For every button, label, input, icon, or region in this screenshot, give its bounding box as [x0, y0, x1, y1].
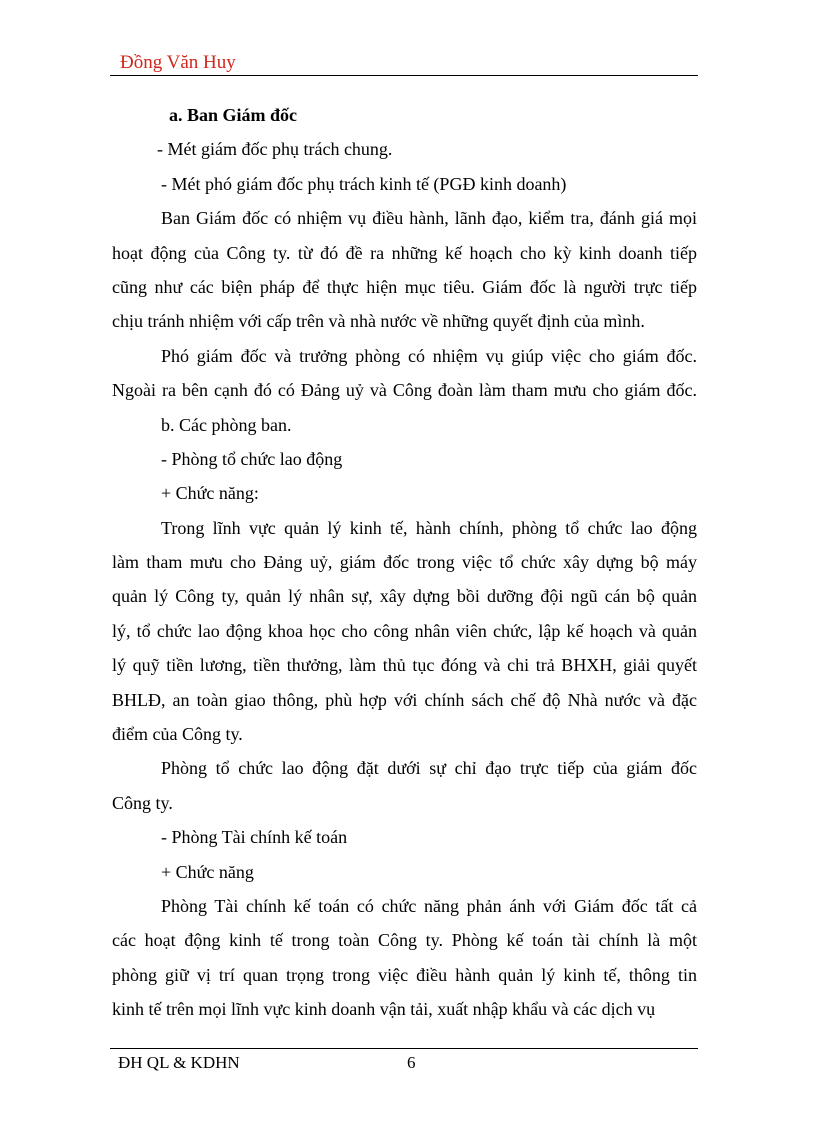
text-line: Ngoài ra bên cạnh đó có Đảng uỷ và Công đoàn làm tham mưu cho giám đốc. — [112, 380, 697, 401]
text-line: phòng giữ vị trí quan trọng trong việc điều hành quản lý kinh tế, thông tin — [112, 964, 697, 985]
text-line: kinh tế trên mọi lĩnh vực kinh doanh vận tải, xuất nhập khẩu và các dịch vụ — [112, 999, 656, 1020]
text-line: Phòng tổ chức lao động đặt dưới sự chỉ đạo trực tiếp của giám đốc — [161, 758, 697, 779]
text-line: điểm của Công ty. — [112, 724, 243, 745]
text-line: + Chức năng: — [161, 483, 259, 504]
footer-label: ĐH QL & KDHN — [118, 1053, 240, 1072]
text-line: Phòng Tài chính kế toán có chức năng phản ánh với Giám đốc tất cả — [161, 895, 697, 916]
text-line: b. Các phòng ban. — [161, 414, 292, 435]
text-line: - Phòng tổ chức lao động — [161, 448, 343, 469]
text-line: + Chức năng — [161, 861, 254, 882]
text-line: quản lý Công ty, quản lý nhân sự, xây dựng bồi dưỡng đội ngũ cán bộ quản — [112, 586, 697, 607]
text-line: lý quỹ tiền lương, tiền thưởng, làm thủ tục đóng và chi trả BHXH, giải quyết — [112, 655, 697, 676]
footer-rule — [110, 1048, 698, 1049]
text-line: - Phòng Tài chính kế toán — [161, 827, 348, 848]
text-line: Ban Giám đốc có nhiệm vụ điều hành, lãnh đạo, kiểm tra, đánh giá mọi — [161, 208, 697, 229]
text-line: Trong lĩnh vực quản lý kinh tế, hành chính, phòng tổ chức lao động — [161, 517, 697, 538]
text-line: - Mét phó giám đốc phụ trách kinh tế (PGĐ kinh doanh) — [161, 173, 567, 194]
text-line: Công ty. — [112, 792, 173, 813]
page-number: 6 — [407, 1053, 416, 1072]
header-author: Đồng Văn Huy — [120, 52, 236, 73]
text-line: chịu tránh nhiệm với cấp trên và nhà nước về những quyết định của mình. — [112, 311, 645, 332]
text-line: Phó giám đốc và trưởng phòng có nhiệm vụ giúp việc cho giám đốc. — [161, 345, 697, 366]
text-line: hoạt động của Công ty. từ đó đề ra những kế hoạch cho kỳ kinh doanh tiếp — [112, 242, 697, 263]
text-line: các hoạt động kinh tế trong toàn Công ty. Phòng kế toán tài chính là một — [112, 930, 697, 951]
text-line: lý, tổ chức lao động khoa học cho công nhân viên chức, lập kế hoạch và quản — [112, 620, 697, 641]
text-line: BHLĐ, an toàn giao thông, phù hợp với chính sách chế độ Nhà nước và đặc — [112, 689, 697, 710]
text-line: cũng như các biện pháp để thực hiện mục tiêu. Giám đốc là người trực tiếp — [112, 276, 697, 297]
header-rule — [110, 75, 698, 76]
text-line: - Mét giám đốc phụ trách chung. — [157, 139, 393, 160]
text-line: làm tham mưu cho Đảng uỷ, giám đốc trong việc tổ chức xây dựng bộ máy — [112, 552, 697, 573]
page-body — [112, 98, 697, 1027]
section-heading: a. Ban Giám đốc — [169, 105, 298, 125]
